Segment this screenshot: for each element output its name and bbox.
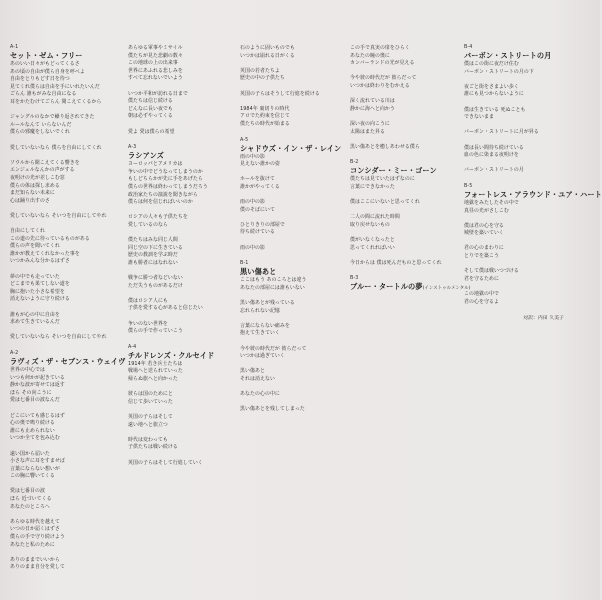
lyric-line [10, 511, 118, 519]
lyric-line: 君を守るために [464, 275, 499, 282]
lyric-line: 同じ空の下に生きている [128, 244, 183, 251]
song-title-text: シャドウズ・イン・ザ・レイン [240, 143, 342, 153]
lyric-line: 君の心のまわりに [464, 245, 504, 252]
lyric-line [10, 137, 118, 145]
lyric-line [128, 313, 236, 321]
lyric-line: 僕は長い間待ち続けている [464, 144, 524, 151]
lyric-line: 雨の中の影 [240, 244, 265, 251]
lyric-line: 戦場へと送られていった [128, 368, 183, 375]
lyric-line: ルールなんて いらないんだ [10, 121, 72, 128]
lyric-line: 誰にも止められない [10, 427, 55, 434]
song-block [350, 45, 458, 151]
lyric-line: 英国の子らはそして [128, 413, 173, 420]
lyric-line: いつか平和が訪れる日まで [128, 90, 188, 97]
song-title-text: セット・ゼム・フリー [10, 51, 83, 60]
lyric-line: いつかは過ぎていく [240, 353, 285, 360]
lyric-line: あの頃の自由が僕ら自身を呼べよ [10, 68, 85, 75]
lyric-line: 今や彼の時代だが 彼らだって [240, 345, 307, 352]
lyric-line: ジャングルのなかで繰り返されてきた [10, 114, 95, 121]
lyric-line [240, 83, 348, 91]
lyric-line [128, 267, 236, 275]
lyric-line: 愛していないなら そいつを自由にしてやれ [10, 334, 107, 341]
lyric-line: 誰かが教えてくれなかった事を [10, 250, 80, 257]
song-title [240, 144, 348, 154]
song-subtitle: (インストゥルメンタル) [422, 286, 471, 292]
lyric-line [10, 220, 118, 228]
lyric-line: 言葉にできなかった [350, 183, 395, 190]
track-number: B-2 [350, 160, 359, 166]
lyric-line: 遠い国から届いた [10, 450, 50, 457]
lyric-line: 僕らの声を聞いてくれ [10, 243, 60, 250]
lyric-line [464, 283, 572, 291]
lyric-line: 太陽はまた昇る [350, 128, 385, 135]
lyric-line: もしどちらかが先に手をあげたら [128, 176, 203, 183]
lyric-line: 僕たちは見ていたはずなのに [350, 176, 415, 183]
lyric-line: ホールを抜けて [240, 176, 275, 183]
lyric-line: 争いのない世界を [128, 320, 168, 327]
track-number: A-3 [128, 145, 137, 151]
lyric-line: 僕らの体は探し求める [10, 182, 60, 189]
lyric-line: いつの日か届くはずさ [10, 526, 60, 533]
lyric-line: この手で真実の扉をひらく [350, 45, 410, 51]
lyric-line: 静かに海へと向かう [350, 105, 395, 112]
lyric-line: 言葉にならない痛みを [240, 322, 290, 329]
lyric-line: 静かな波が寄せては返す [10, 382, 65, 389]
song-block [10, 45, 118, 342]
lyric-line: 二人の間に流れた時間 [350, 214, 400, 221]
lyric-line: 愛していないなら 僕らを自由にしてくれ [10, 144, 102, 151]
song-block [10, 350, 126, 572]
lyric-line: いつも何かが起きている [10, 374, 65, 381]
lyric-line: ほら 近づいてくる [10, 496, 52, 503]
lyric-line: 僕のそばにいて [240, 206, 275, 213]
lyric-line: 自由にしてくれ [10, 228, 45, 235]
lyric-line: 抱えて生きていく [240, 330, 280, 337]
lyric-line: エンジェルなんかの声がする [10, 167, 75, 174]
lyric-line [464, 99, 572, 107]
lyric-line: 取り戻せないもの [350, 221, 390, 228]
lyric-line [128, 406, 236, 414]
lyric-line [240, 315, 348, 323]
lyric-line: 朝は必ずやってくる [128, 113, 173, 120]
lyric-line: 僕はここにいないと思ってくれ [350, 199, 420, 206]
lyric-line [240, 192, 348, 200]
lyric-line: とりでを築こう [464, 253, 499, 260]
lyric-line [128, 452, 236, 460]
lyric-line [10, 152, 118, 160]
lyric-line: 見えない誰かの姿 [240, 161, 280, 168]
track-number: B-3 [350, 276, 359, 282]
song-title [10, 356, 126, 367]
lyric-line: あのいい日々がもどってくるさ [10, 61, 80, 67]
lyric-line: 僕は君の心を守る [464, 222, 504, 229]
lyric-line: 自由をとりもどす日を待つ [10, 76, 70, 83]
lyric-line: この胸に響いてくる [10, 473, 55, 480]
lyric-line: あなたと私のために [10, 541, 55, 548]
lyric-line: いつかは終わりをむかえる [350, 82, 410, 89]
lyric-line: 英国の子らはそして行進していく [128, 459, 203, 466]
song-title-text: フォートレス・アラウンド・ユア・ハート [464, 189, 602, 199]
track-number: B-4 [464, 45, 473, 50]
lyric-line: ひとりきりの部屋で [240, 221, 285, 228]
lyric-line: 誰も勝者にはなれない [128, 259, 178, 266]
lyric-line: 争いの中でどうなってしまうのか [128, 168, 203, 175]
lyrics-column [464, 45, 602, 323]
song-title [350, 282, 471, 294]
lyric-line [240, 60, 348, 68]
lyric-line: 地獄をみたしたその中で [464, 199, 519, 206]
lyric-line: 子供たちは戦い続ける [128, 444, 178, 451]
lyric-line: 今日からは 僕は死んだものと思ってくれ [350, 259, 442, 266]
lyric-line: 心は踊り出すのさ [10, 197, 50, 204]
lyric-line: この地獄の中で [464, 291, 499, 298]
lyric-line: 歴史の中の子供たち [240, 75, 285, 82]
lyric-line: 愛よ 愛は僕らの希望 [128, 128, 175, 135]
lyric-line: 僕たちはみな同じ人間 [128, 237, 178, 244]
lyric-line: 彼らは国のためにと [128, 391, 173, 398]
lyric-line: ほら その向こうに [10, 389, 52, 396]
song-block [240, 261, 348, 414]
lyric-line: 愛は七番目の波なんだ [10, 397, 60, 404]
lyric-line: あらゆる軍事やミサイル [128, 45, 183, 51]
track-number: A-2 [10, 350, 19, 356]
lyric-line: ソウルから聞こえてくる響きを [10, 159, 80, 166]
lyric-line: 夜ごと街をさまよい歩く [464, 83, 519, 90]
song-title-text: ブルー・タートルの夢 [350, 282, 423, 292]
lyric-line [464, 76, 572, 84]
lyric-line [240, 338, 348, 346]
lyric-line: 忘れられない記憶 [240, 307, 280, 314]
lyric-line [10, 443, 118, 451]
lyric-line: あらゆる時代を越えて [10, 518, 60, 525]
lyric-line: 雨の中の影 [240, 153, 265, 160]
lyric-line: 愛は七番目の波 [10, 488, 45, 495]
track-number: A-4 [128, 344, 137, 350]
lyric-line: ロシアの人々も子供たちを [128, 214, 188, 221]
lyric-line [240, 214, 348, 222]
lyric-line: 言葉にならない想いが [10, 465, 60, 472]
lyric-line: 僕らは何を信じればいいのか [128, 199, 193, 206]
song-title-text: 黒い傷あと [240, 267, 277, 277]
lyric-line: 今や彼の時代だが 彼らだって [350, 75, 417, 82]
lyric-line: 小さな声に耳をすませば [10, 458, 65, 465]
lyric-line: 夜明けの光が差しこむ窓 [10, 174, 65, 181]
lyric-line [10, 549, 118, 557]
lyric-line: あなたの心の中に [240, 391, 280, 398]
lyric-line: ここはもう あのころとは違う [240, 277, 307, 284]
lyric-line: 僕はロシア人にも [128, 297, 168, 304]
lyric-line: 世界にあふれる悲しみを [128, 67, 183, 74]
lyric-line: できないまま [464, 114, 494, 121]
lyric-line: この地球の上の出来事 [128, 60, 178, 67]
lyric-line [128, 121, 236, 129]
lyric-line: 黒い傷あと [240, 368, 265, 375]
translator-credit: 対訳：内田 久美子 [523, 316, 564, 322]
lyric-line: すべて忘れないでいよう [128, 75, 183, 82]
song-title [350, 166, 458, 176]
lyric-line: 僕たちは信じ続ける [128, 98, 173, 105]
song-block [128, 345, 236, 467]
lyric-line [128, 429, 236, 437]
lyric-line [464, 215, 572, 223]
lyrics-column [240, 45, 348, 423]
lyric-line: 歴史の教訓を学ぶ時だ [128, 252, 178, 259]
lyric-line: それは消えない [240, 375, 275, 382]
song-block [128, 145, 236, 336]
lyric-line: 心の奥で鳴り続ける [10, 420, 55, 427]
track-number: B-1 [240, 261, 249, 267]
lyric-line [240, 98, 348, 106]
lyric-line [128, 229, 236, 237]
lyric-line: 誰かがやってくる [240, 183, 280, 190]
lyric-line: 深い夜の向こうに [350, 120, 390, 127]
song-title [464, 189, 602, 200]
lyric-line [350, 113, 458, 121]
lyrics-column [128, 45, 236, 476]
lyric-line [10, 205, 118, 213]
lyric-line: 世界の中心では [10, 366, 45, 373]
lyric-line: この道の先に待っているものがある [10, 235, 90, 242]
song-title-text: ラヴィズ・ザ・セブンス・ウェイヴ [10, 356, 126, 366]
lyric-line: 血の色に染まる夜明けを [464, 152, 519, 159]
lyric-line: ありのまま自分を愛して [10, 564, 65, 571]
lyric-line: 真昼の光がさしこむ [464, 207, 509, 214]
lyric-line: バーボン・ストリートの月の下 [464, 68, 534, 75]
lyric-line: どこにいても感じるはず [10, 412, 65, 419]
lyric-line [10, 266, 118, 274]
song-block [128, 45, 236, 136]
song-title-text: バーボン・ストリートの月 [464, 51, 552, 60]
song-block [464, 183, 602, 306]
lyric-line: 黒い傷あとが残っている [240, 300, 295, 307]
lyric-line: 愛していないなら そいつを自由にしてやれ [10, 212, 107, 219]
track-number: A-1 [10, 45, 19, 50]
lyric-line: バーボン・ストリートに月が昇る [464, 129, 539, 136]
lyric-line: 英国の子らはそうして行進を続ける [240, 90, 320, 97]
lyric-line: 1914年 若き兵士たちは [128, 360, 183, 367]
lyric-line: 求めて生きているんだ [10, 319, 60, 326]
lyrics-column [10, 45, 126, 581]
lyric-line: 僕がいなくなったと [350, 237, 395, 244]
lyric-line: 君の心を守るよ [464, 298, 499, 305]
lyric-line: アロでた約束を信じて [240, 113, 290, 120]
lyric-line [240, 237, 348, 245]
lyric-line: ごらん 誰もがみな自由になる [10, 91, 77, 98]
lyric-line [350, 229, 458, 237]
lyric-line [240, 292, 348, 300]
lyric-line: 英国の若者たちよ [240, 67, 280, 74]
lyric-line: 夢の中でも走っていた [10, 273, 60, 280]
lyric-line: 待ち続けている [240, 229, 275, 236]
lyric-line: あなたの瞳の奥に [350, 52, 390, 59]
track-number: B-5 [464, 183, 473, 189]
lyric-line: 黒い傷あとを癒しあわせる僕ら [350, 143, 420, 150]
lyric-line: 深く流れている川は [350, 98, 395, 105]
lyric-line: 耳をかたむけてごらん 聞こえてくるから [10, 98, 102, 105]
lyric-line: あなたのところへ [10, 503, 50, 510]
lyric-line [350, 192, 458, 200]
lyric-line: あなたの部屋には誰もいない [240, 284, 305, 291]
song-block [350, 160, 458, 267]
song-block [240, 138, 348, 253]
lyric-line [10, 304, 118, 312]
lyric-line: 黒い傷あとを残してしまった [240, 406, 305, 413]
song-block [350, 276, 471, 294]
lyric-line: ありのままでいいから [10, 556, 60, 563]
lyric-line: 子供を愛する心があると信じたい [128, 305, 203, 312]
lyric-line: そして僕は戦いつづける [464, 268, 519, 275]
lyric-line: 消えないように守り続ける [10, 296, 70, 303]
song-title [10, 51, 118, 61]
lyric-line: 思ってくれればいい [350, 244, 395, 251]
track-number: A-5 [240, 137, 249, 143]
lyric-line: 僕たちが見た悲劇の数々 [128, 52, 183, 59]
lyric-line: 僕はこの街に夜だけ住む [464, 61, 519, 67]
lyric-line: まだ知らない未来に [10, 190, 55, 197]
lyric-line: ただ失うものがあるだけ [128, 282, 183, 289]
lyric-line: 僕らの手で作っていこう [128, 328, 183, 335]
lyric-line: 僕らの邪魔をしないでくれ [10, 129, 70, 136]
lyric-line: カンバーランドの光が見える [350, 60, 415, 67]
song-title-text: コンシダー・ミー・ゴーン [350, 166, 437, 176]
lyric-line: いつかみんな分かるはずさ [10, 258, 70, 265]
lyric-line: 僕らの世界は終わってしまうだろう [128, 183, 208, 190]
lyric-line: 1984年 裏切りの時代 [240, 105, 290, 112]
lyric-line [464, 137, 572, 145]
lyric-line [128, 290, 236, 298]
lyric-line [350, 136, 458, 144]
lyric-line [10, 405, 118, 413]
lyric-line: どんなに長い夜でも [128, 105, 173, 112]
lyric-line: 雨の中の影 [240, 199, 265, 206]
song-block [240, 45, 348, 129]
lyric-line: 遠い地へと旅立つ [128, 421, 168, 428]
lyric-line: 石のように固いものでも [240, 45, 295, 51]
song-title-text: ラシアンズ [128, 151, 164, 161]
lyric-line: 見てくれ僕らは自由を手にいれたいんだ [10, 83, 100, 90]
song-block [464, 45, 572, 175]
lyric-line: 誰もが心の中に自由を [10, 311, 60, 318]
lyric-line: 信じて歩いていった [128, 398, 173, 405]
lyric-line: いつかは崩れる日がくる [240, 52, 295, 59]
lyric-line: バーボン・ストリートの月 [464, 167, 524, 174]
song-title [464, 51, 572, 61]
lyric-line: 胸に抱いた小さな希望を [10, 288, 65, 295]
lyric-line: どこまでも果てしない道を [10, 281, 70, 288]
lyric-line: 僕は生きている 死ぬことも [464, 106, 526, 113]
song-title-text: チルドレンズ・クルセイド [128, 350, 215, 360]
lyric-line: 愛しているのなら [128, 221, 168, 228]
song-title [240, 267, 348, 277]
lyric-line: 戦争に勝つ者などいない [128, 275, 183, 282]
lyric-line [128, 83, 236, 91]
song-title [128, 151, 236, 161]
lyric-line [350, 252, 458, 260]
lyric-line: 政治家たちの演説を聞きながら [128, 191, 198, 198]
lyric-line: ヨーロッパとアメリカは [128, 161, 183, 168]
lyric-line: いつか全てを包み込む [10, 435, 60, 442]
lyric-line: 城壁を築いていく [464, 230, 504, 237]
lyric-line: 時代は変わっても [128, 436, 168, 443]
lyric-line: 僕たちの時代が始まる [240, 120, 290, 127]
lyric-line: 僕らの手で守り続けよう [10, 534, 65, 541]
song-title [128, 351, 236, 361]
lyric-line: 誰にも見つからないように [464, 91, 524, 98]
lyric-line: 帰らぬ旅へと向かった [128, 375, 178, 382]
